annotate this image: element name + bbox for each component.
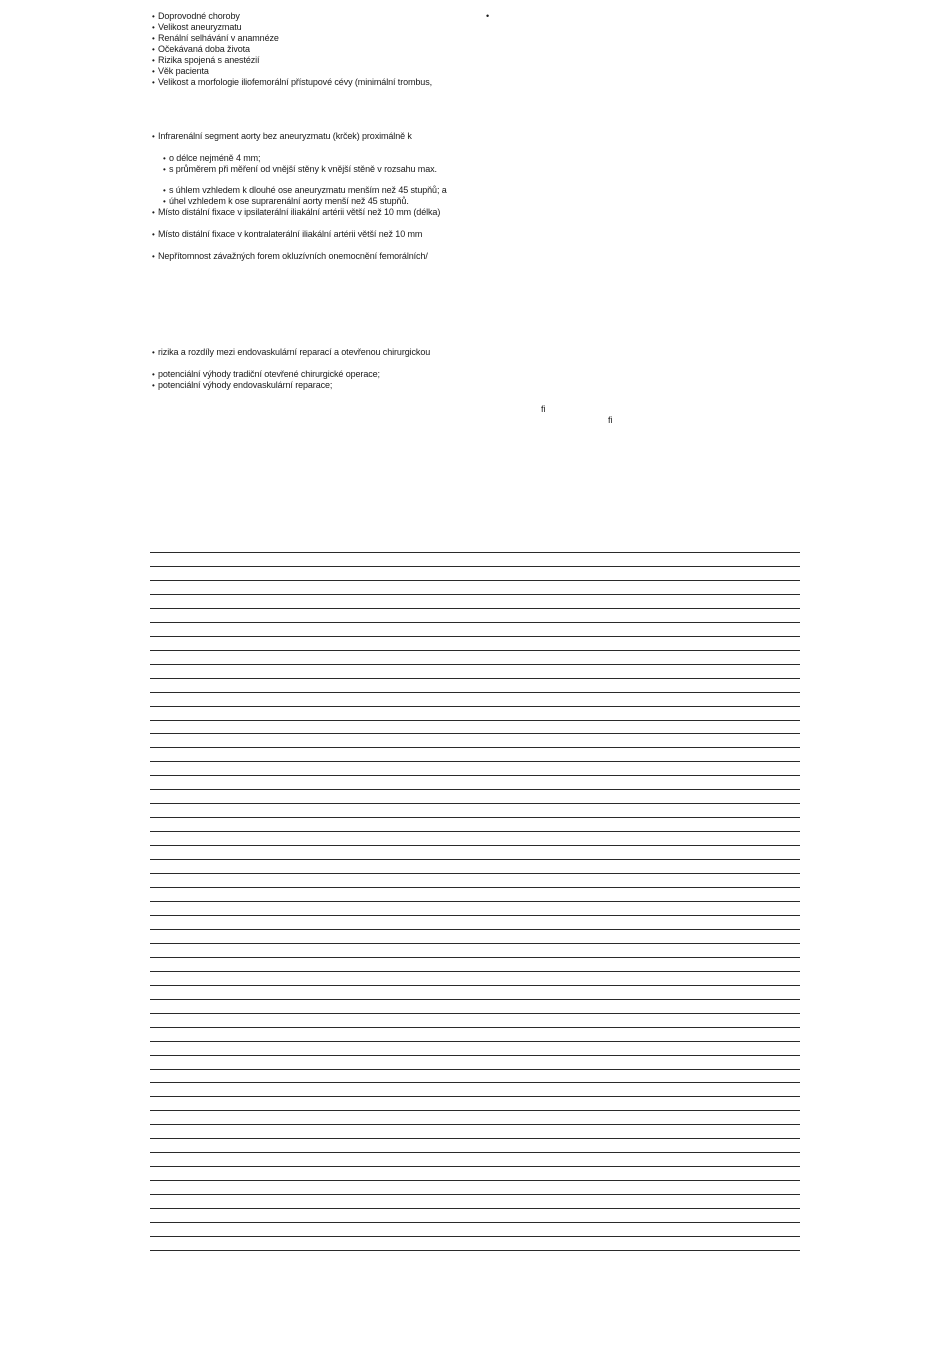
ruled-line <box>150 1222 800 1223</box>
ruled-line <box>150 1096 800 1097</box>
bullet-icon: • <box>163 165 166 174</box>
ruled-line <box>150 706 800 707</box>
ruled-line <box>150 1110 800 1111</box>
ruled-line <box>150 1069 800 1070</box>
bullet-icon: • <box>152 208 155 217</box>
bullet-icon: • <box>152 348 155 357</box>
ruled-line <box>150 692 800 693</box>
ruled-line <box>150 650 800 651</box>
bullet-icon: • <box>163 197 166 206</box>
ruled-line <box>150 915 800 916</box>
ruled-line <box>150 985 800 986</box>
list-item: • Místo distální fixace v kontralaterální iliakální artérii větší než 10 mm <box>152 229 423 239</box>
ruled-line <box>150 1138 800 1139</box>
ruled-line <box>150 929 800 930</box>
bullet-icon: • <box>163 186 166 195</box>
ruled-line <box>150 943 800 944</box>
bullet-icon: • <box>152 12 155 21</box>
bullet-icon: • <box>152 23 155 32</box>
list-item: • Nepřítomnost závažných forem okluzívních onemocnění femorálních/ <box>152 251 428 261</box>
ruled-line <box>150 775 800 776</box>
ruled-line <box>150 733 800 734</box>
list-item: • Velikost a morfologie iliofemorální přístupové cévy (minimální trombus, <box>152 77 433 87</box>
ruled-line <box>150 1082 800 1083</box>
bullet-icon: • <box>152 56 155 65</box>
list-item: • potenciální výhody endovaskulární reparace; <box>152 380 333 390</box>
sub-list-item: • o délce nejméně 4 mm; <box>163 153 261 163</box>
list-item: • Renální selhávání v anamnéze <box>152 33 279 43</box>
sub-list-item: • s průměrem při měření od vnější stěny k vnější stěně v rozsahu max. <box>163 164 437 174</box>
bullet-icon: • <box>152 34 155 43</box>
list-item: • Věk pacienta <box>152 66 209 76</box>
ruled-line <box>150 1152 800 1153</box>
ruled-line <box>150 873 800 874</box>
ligature-text: fi <box>541 404 546 414</box>
ruled-line <box>150 1027 800 1028</box>
ruled-line <box>150 608 800 609</box>
ruled-line <box>150 1124 800 1125</box>
ruled-line <box>150 566 800 567</box>
ruled-line <box>150 580 800 581</box>
ruled-line <box>150 594 800 595</box>
bullet-icon: • <box>152 67 155 76</box>
ruled-line <box>150 761 800 762</box>
ruled-line <box>150 1180 800 1181</box>
bullet-icon: • <box>152 78 155 87</box>
ruled-line <box>150 803 800 804</box>
stray-bullet: • <box>486 11 490 21</box>
bullet-icon: • <box>152 370 155 379</box>
list-item: • Očekávaná doba života <box>152 44 250 54</box>
ruled-line <box>150 999 800 1000</box>
ruled-line <box>150 1055 800 1056</box>
bullet-icon: • <box>152 230 155 239</box>
ruled-line <box>150 901 800 902</box>
bullet-icon: • <box>163 154 166 163</box>
ruled-line <box>150 1208 800 1209</box>
ruled-line <box>150 957 800 958</box>
ruled-line <box>150 1236 800 1237</box>
ruled-line <box>150 678 800 679</box>
bullet-icon: • <box>152 252 155 261</box>
ruled-line <box>150 747 800 748</box>
ruled-line <box>150 817 800 818</box>
list-item: • Doprovodné choroby <box>152 11 240 21</box>
ruled-line <box>150 664 800 665</box>
list-item: • Místo distální fixace v ipsilaterální iliakální artérii větší než 10 mm (délka) <box>152 207 441 217</box>
ruled-line <box>150 552 800 553</box>
list-item: • Infrarenální segment aorty bez aneuryzmatu (krček) proximálně k <box>152 131 412 141</box>
ruled-line <box>150 859 800 860</box>
list-item: • Velikost aneuryzmatu <box>152 22 242 32</box>
ruled-line <box>150 1166 800 1167</box>
ruled-line <box>150 845 800 846</box>
ruled-line <box>150 831 800 832</box>
list-item: • Rizika spojená s anestézií <box>152 55 260 65</box>
ruled-line <box>150 636 800 637</box>
ruled-line <box>150 971 800 972</box>
ruled-line <box>150 1250 800 1251</box>
ruled-line <box>150 720 800 721</box>
ruled-line <box>150 622 800 623</box>
list-item: • potenciální výhody tradiční otevřené chirurgické operace; <box>152 369 380 379</box>
ruled-line <box>150 887 800 888</box>
list-item: • rizika a rozdíly mezi endovaskulární reparací a otevřenou chirurgickou <box>152 347 431 357</box>
ruled-line <box>150 1194 800 1195</box>
sub-list-item: • úhel vzhledem k ose suprarenální aorty menší než 45 stupňů. <box>163 196 409 206</box>
bullet-icon: • <box>152 381 155 390</box>
ruled-line <box>150 1041 800 1042</box>
ruled-line <box>150 1013 800 1014</box>
ligature-text: fi <box>608 415 613 425</box>
bullet-icon: • <box>152 45 155 54</box>
bullet-icon: • <box>152 132 155 141</box>
ruled-line <box>150 789 800 790</box>
sub-list-item: • s úhlem vzhledem k dlouhé ose aneuryzmatu menším než 45 stupňů; a <box>163 185 447 195</box>
